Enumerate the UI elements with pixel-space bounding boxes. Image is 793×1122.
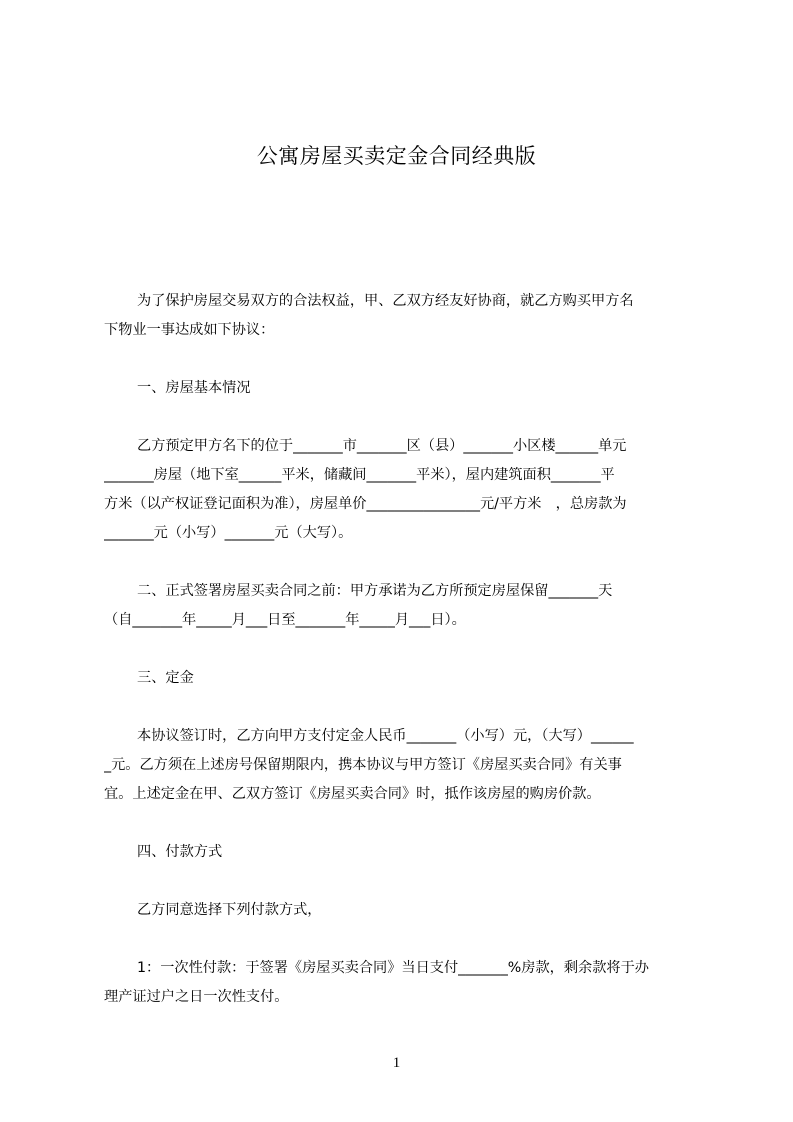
section-2-paragraph [104, 577, 698, 635]
section-3-heading: 三、定金 [137, 670, 194, 686]
section-4-heading: 四、付款方式 [137, 844, 223, 860]
section-4-line-1: 乙方同意选择下列付款方式， [137, 902, 322, 918]
section-3-paragraph [104, 722, 698, 809]
payment-option-1-line-2: 理产证过户之日一次性支付。 [104, 989, 289, 1005]
section-2-line-2: （自_______年_____月___日至_______年_____月___日）。 [104, 612, 466, 628]
section-1-line-4: _______元（小写）_______元（大写）。 [104, 525, 353, 541]
intro-line-2: 下物业一事达成如下协议： [104, 322, 275, 338]
intro-line-1: 为了保护房屋交易双方的合法权益，甲、乙双方经友好协商，就乙方购买甲方名 [137, 293, 634, 309]
section-3-line-3: 宜。上述定金在甲、乙双方签订《房屋买卖合同》时，抵作该房屋的购房价款。 [104, 786, 601, 802]
section-2-line-1: 二、正式签署房屋买卖合同之前：甲方承诺为乙方所预定房屋保留_______天 [137, 583, 613, 599]
page-number: 1 [392, 1055, 401, 1071]
section-1-line-2: _______房屋（地下室______平米，储藏间_______平米），屋内建筑面积_______平 [104, 467, 615, 483]
document-title: 公寓房屋买卖定金合同经典版 [256, 144, 537, 168]
payment-option-1 [104, 954, 698, 1012]
section-3-line-2: _元。乙方须在上述房号保留期限内，携本协议与甲方签订《房屋买卖合同》有关事 [104, 757, 622, 773]
section-1-heading: 一、房屋基本情况 [137, 380, 251, 396]
payment-option-1-line-1: 1：一次性付款：于签署《房屋买卖合同》当日支付_______%房款，剩余款将于办 [137, 960, 649, 976]
intro-paragraph [104, 287, 698, 345]
section-1-paragraph [104, 432, 698, 548]
section-3-line-1: 本协议签订时，乙方向甲方支付定金人民币_______（小写）元，（大写）______ [137, 728, 634, 744]
section-1-line-1: 乙方预定甲方名下的位于_______市_______区（县）_______小区楼______单元 [137, 438, 627, 454]
document-body [104, 287, 698, 1012]
section-1-line-3: 方米（以产权证登记面积为准），房屋单价________________元/平方米 ，总房款为 [104, 496, 627, 512]
